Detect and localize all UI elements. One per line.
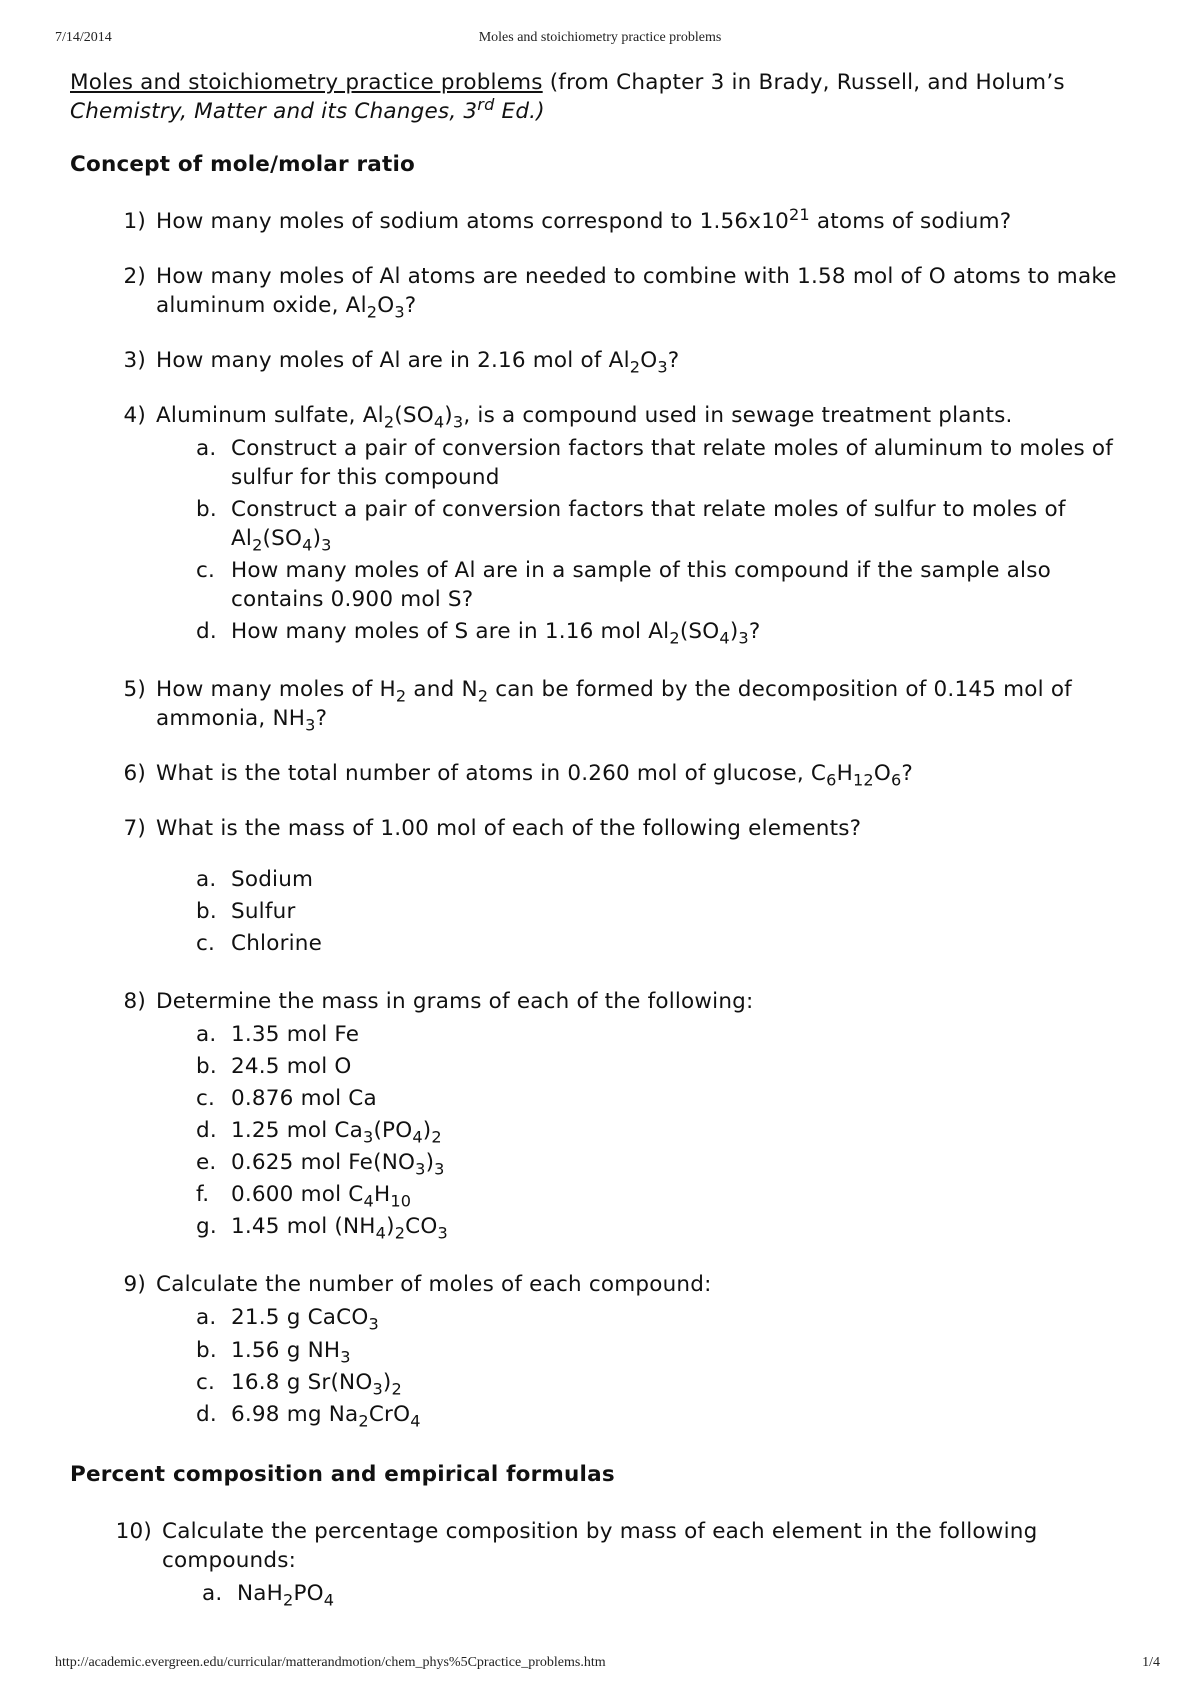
sub-question: b. Construct a pair of conversion factors that relate moles of sulfur to moles of $Al_2(SO_4)_3$: [196, 497, 1066, 555]
question-6: [70, 759, 1140, 788]
sub-question-list: [156, 434, 1140, 646]
sub-question: f. 0.600 mol $C_4H_{10}$: [196, 1182, 412, 1211]
footer-page-number: 1/4: [1142, 1655, 1160, 1670]
header-title: Moles and stoichiometry practice problems: [478, 30, 722, 45]
question-text: What is the mass of 1.00 mol of each of the following elements?: [156, 816, 862, 842]
sub-question: a. 21.5 g CaCO$_3$: [196, 1305, 379, 1334]
question-number: 8): [123, 989, 146, 1015]
section-heading-percent: Percent composition and empirical formulas: [70, 1461, 615, 1487]
header-date: 7/14/2014: [55, 30, 112, 45]
question-number: 10): [115, 1518, 152, 1544]
question-9: [70, 1270, 1140, 1431]
question-1: [70, 204, 1140, 236]
question-number: 6): [123, 761, 146, 787]
sub-question: a. Construct a pair of conversion factors that relate moles of aluminum to moles of sulfur for this compound: [196, 436, 1114, 491]
question-list: [70, 204, 1140, 1432]
title-edition: , 3: [449, 99, 478, 125]
question-number: 7): [123, 816, 146, 842]
title-book: Chemistry, Matter and its Changes: [70, 99, 450, 125]
question-text: How many moles of $H_2$ and $N_2$ can be formed by the decomposition of 0.145 mol of ammonia, $NH_3$?: [156, 677, 1072, 735]
sub-question: a. 1.35 mol Fe: [196, 1022, 360, 1048]
question-number: 2): [123, 264, 146, 290]
title-source: (from Chapter 3 in Brady, Russell, and Holum’s: [542, 70, 1065, 95]
sub-question: b. Sulfur: [196, 899, 296, 925]
question-text: What is the total number of atoms in 0.260 mol of glucose, $C_6H_{12}O_6$?: [156, 761, 914, 790]
question-text: Aluminum sulfate, $Al_2(SO_4)_3$, is a compound used in sewage treatment plants.: [156, 403, 1013, 432]
question-4: [70, 401, 1140, 649]
question-7: [70, 814, 1140, 961]
sub-question: c. 0.876 mol Ca: [196, 1086, 377, 1112]
sub-question: a. $NaH_2PO_4$: [202, 1580, 335, 1609]
page-title: [70, 68, 1140, 126]
question-3: [70, 346, 1140, 375]
sub-question: c. Chlorine: [196, 931, 323, 957]
question-list-2: [70, 1517, 1140, 1611]
sub-question-list: [156, 1303, 1140, 1428]
question-number: 1): [123, 209, 146, 235]
sub-question: b. 24.5 mol O: [196, 1054, 352, 1080]
question-text: How many moles of Al are in 2.16 mol of $Al_2O_3$?: [156, 348, 680, 377]
question-text: How many moles of sodium atoms correspond to $1.56x10^{21}$ atoms of sodium?: [156, 204, 1012, 235]
sub-question-list: [156, 865, 1140, 958]
sub-question: g. 1.45 mol $(NH_4)_2CO_3$: [196, 1214, 448, 1243]
question-number: 9): [123, 1272, 146, 1298]
question-10: [70, 1517, 1140, 1611]
sub-question: d. How many moles of S are in 1.16 mol $Al_2(SO_4)_3$?: [196, 619, 761, 648]
sub-question-list: [156, 1020, 1140, 1241]
question-text: Calculate the percentage composition by mass of each element in the following compounds:: [162, 1518, 1038, 1573]
sub-question: c. 16.8 g $Sr(NO_3)_2$: [196, 1369, 402, 1398]
question-number: 3): [123, 348, 146, 374]
footer-url: http://academic.evergreen.edu/curricular/matterandmotion/chem_phys%5Cpractice_problems.htm: [55, 1655, 606, 1670]
question-text: How many moles of Al atoms are needed to combine with 1.58 mol of O atoms to make aluminum oxide, $Al_2O_3$?: [156, 264, 1117, 322]
sub-question: d. 1.25 mol $Ca_3(PO_4)_2$: [196, 1118, 442, 1147]
title-main: Moles and stoichiometry practice problems: [70, 70, 543, 95]
sub-question: d. 6.98 mg $Na_2CrO_4$: [196, 1401, 421, 1430]
question-5: [70, 675, 1140, 733]
question-number: 5): [123, 677, 146, 703]
title-edition-end: Ed.): [494, 99, 545, 125]
sub-question-list: [162, 1579, 1140, 1608]
sub-question: a. Sodium: [196, 867, 314, 893]
sub-question: c. How many moles of Al are in a sample of this compound if the sample also contains 0.900 mol S?: [196, 558, 1051, 613]
document-body: [70, 68, 1140, 1621]
question-number: 4): [123, 403, 146, 429]
question-2: [70, 262, 1140, 320]
question-8: [70, 987, 1140, 1244]
sub-question: e. 0.625 mol $Fe(NO_3)_3$: [196, 1150, 445, 1179]
sub-question: b. 1.56 g $NH_3$: [196, 1337, 351, 1366]
question-text: Calculate the number of moles of each compound:: [156, 1272, 712, 1298]
section-heading-mole: Concept of mole/molar ratio: [70, 152, 415, 178]
title-edition-sup: rd: [477, 94, 495, 114]
question-text: Determine the mass in grams of each of the following:: [156, 989, 754, 1015]
